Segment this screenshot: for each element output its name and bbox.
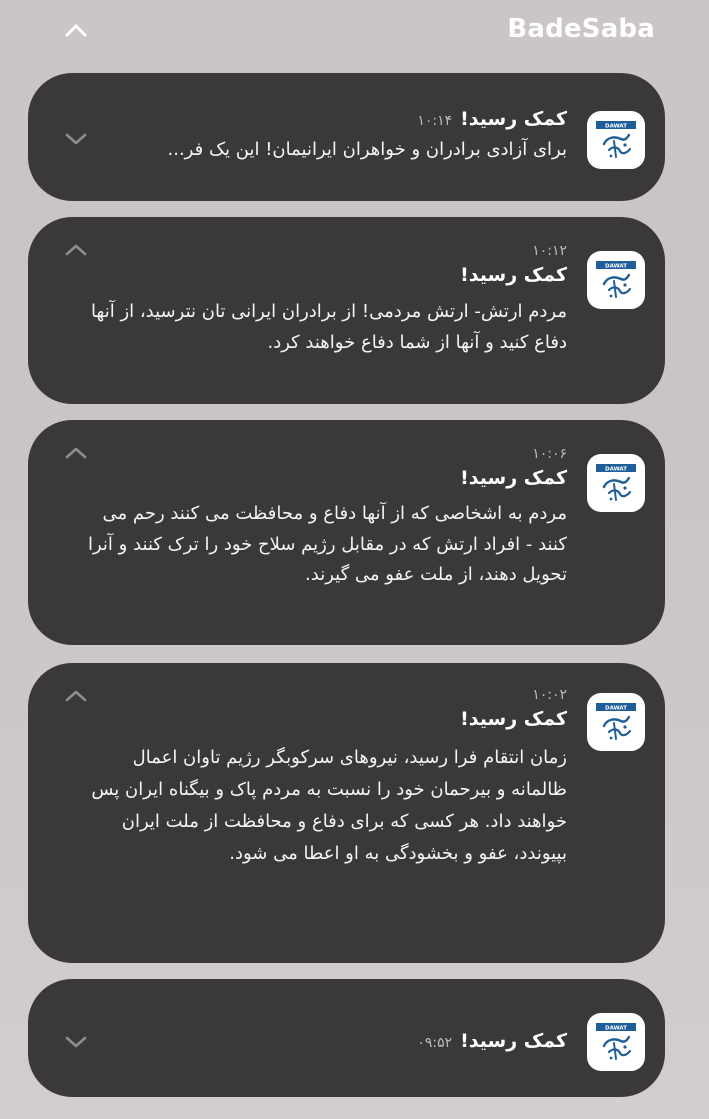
notification-body: زمان انتقام فرا رسید، نیروهای سرکوبگر رژیم تاوان اعمال ظالمانه و بیرحمان خود را نسبت به مردم پاک و بیگناه ایران پس خواهند داد. هر کسی که برای دفاع و محافظت از ملت ایران بپیوندد، عفو و بخشودگی به او اعطا می شود. (91, 747, 567, 864)
badesaba-app-icon (587, 454, 645, 512)
notification-body: مردم ارتش- ارتش مردمی! از برادران ایرانی تان نترسید، از آنها دفاع کنید و آنها از شما دفاع خواهند کرد. (90, 301, 567, 353)
chevron-up-icon[interactable] (62, 685, 90, 707)
notification-content (87, 685, 567, 870)
notification-card[interactable] (28, 979, 665, 1097)
notification-body: برای آزادی برادران و خواهران ایرانیمان! این یک فر... (167, 139, 567, 160)
notification-card[interactable] (28, 217, 665, 404)
notification-content (87, 105, 567, 166)
notification-title: کمک رسید! (460, 1030, 567, 1052)
notification-title: کمک رسید! (460, 264, 567, 286)
badesaba-app-icon (587, 111, 645, 169)
badesaba-app-icon (587, 1013, 645, 1071)
notification-title: کمک رسید! (460, 108, 567, 130)
notification-time: ۱۰:۰۲ (532, 687, 567, 703)
notification-time: ۱۰:۱۴ (417, 113, 453, 129)
app-name: BadeSaba (507, 14, 655, 44)
chevron-down-icon[interactable] (62, 128, 90, 150)
badesaba-app-icon (587, 251, 645, 309)
notification-card[interactable] (28, 73, 665, 201)
notification-card[interactable] (28, 420, 665, 645)
badesaba-app-icon (587, 693, 645, 751)
notification-time: ۱۰:۱۲ (532, 243, 567, 259)
notification-card[interactable] (28, 663, 665, 963)
notification-title: کمک رسید! (460, 467, 567, 489)
chevron-up-icon[interactable] (62, 239, 90, 261)
notification-body: مردم به اشخاصی که از آنها دفاع و محافظت می کنند رحم می کنند - افراد ارتش که در مقابل رژیم سلاح خود را ترک کنند و آنرا تحویل دهند، از ملت عفو می گیرند. (87, 503, 567, 585)
notification-title-row (87, 105, 567, 135)
notification-content (87, 1027, 567, 1057)
notification-time: ۱۰:۰۶ (532, 446, 567, 462)
notification-content (87, 241, 567, 358)
notification-title: کمک رسید! (460, 708, 567, 730)
notification-group-header (0, 0, 709, 62)
notification-title-row (87, 1027, 567, 1057)
chevron-up-icon[interactable] (62, 442, 90, 464)
chevron-down-icon[interactable] (62, 1031, 90, 1053)
notification-time: ۰۹:۵۲ (417, 1035, 453, 1051)
chevron-up-icon[interactable] (62, 18, 90, 42)
notification-content (87, 444, 567, 591)
